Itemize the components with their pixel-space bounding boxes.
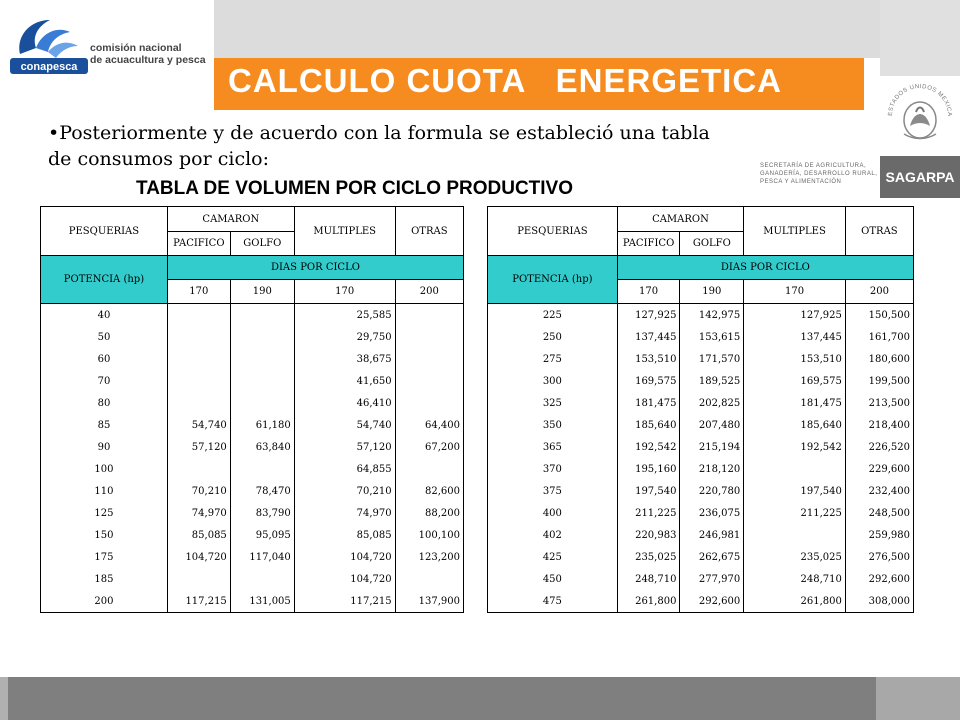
potencia-cell: 70 xyxy=(41,370,168,392)
potencia-cell: 200 xyxy=(41,590,168,613)
pacifico-cell xyxy=(167,568,230,590)
potencia-cell: 475 xyxy=(488,590,618,613)
golfo-cell: 277,970 xyxy=(680,568,744,590)
table-row xyxy=(488,546,914,568)
golfo-cell: 189,525 xyxy=(680,370,744,392)
otras-cell xyxy=(395,304,463,327)
multiples-header: MULTIPLES xyxy=(294,207,395,256)
multiples-cell: 29,750 xyxy=(294,326,395,348)
golfo-cell: 61,180 xyxy=(230,414,294,436)
golfo-cell: 153,615 xyxy=(680,326,744,348)
pesquerias-header: PESQUERIAS xyxy=(41,207,168,256)
potencia-cell: 80 xyxy=(41,392,168,414)
otras-cell xyxy=(395,458,463,480)
potencia-cell: 40 xyxy=(41,304,168,327)
table-row xyxy=(488,480,914,502)
table-row xyxy=(41,436,464,458)
otras-cell: 213,500 xyxy=(845,392,913,414)
otras-cell: 248,500 xyxy=(845,502,913,524)
potencia-cell: 150 xyxy=(41,524,168,546)
otras-header: OTRAS xyxy=(395,207,463,256)
header-corner-band xyxy=(880,0,960,76)
potencia-cell: 90 xyxy=(41,436,168,458)
page-title: CALCULO CUOTA ENERGETICA xyxy=(228,62,782,99)
multiples-cell: 70,210 xyxy=(294,480,395,502)
golfo-cell: 202,825 xyxy=(680,392,744,414)
golfo-cell xyxy=(230,326,294,348)
otras-cell xyxy=(395,370,463,392)
potencia-cell: 50 xyxy=(41,326,168,348)
pacifico-cell: 127,925 xyxy=(617,304,680,327)
golfo-cell xyxy=(230,304,294,327)
dias-otras: 200 xyxy=(845,280,913,304)
seal-text: ESTADOS UNIDOS MEXICA xyxy=(887,83,953,117)
golfo-cell: 262,675 xyxy=(680,546,744,568)
multiples-cell: 117,215 xyxy=(294,590,395,613)
pacifico-cell xyxy=(167,392,230,414)
dias-multiples: 170 xyxy=(294,280,395,304)
golfo-cell: 171,570 xyxy=(680,348,744,370)
potencia-cell: 400 xyxy=(488,502,618,524)
table-row xyxy=(41,480,464,502)
pacifico-cell: 197,540 xyxy=(617,480,680,502)
otras-cell: 259,980 xyxy=(845,524,913,546)
potencia-cell: 175 xyxy=(41,546,168,568)
pacifico-cell xyxy=(167,370,230,392)
dias-multiples: 170 xyxy=(744,280,846,304)
pacifico-cell: 195,160 xyxy=(617,458,680,480)
multiples-cell: 192,542 xyxy=(744,436,846,458)
pacifico-cell: 248,710 xyxy=(617,568,680,590)
golfo-cell: 292,600 xyxy=(680,590,744,613)
golfo-header: GOLFO xyxy=(680,232,744,256)
table-title: TABLA DE VOLUMEN POR CICLO PRODUCTIVO xyxy=(136,178,573,199)
potencia-cell: 375 xyxy=(488,480,618,502)
potencia-cell: 275 xyxy=(488,348,618,370)
table-row xyxy=(488,304,914,327)
multiples-cell: 74,970 xyxy=(294,502,395,524)
table-row xyxy=(41,414,464,436)
potencia-cell: 100 xyxy=(41,458,168,480)
potencia-cell: 325 xyxy=(488,392,618,414)
table-row xyxy=(41,326,464,348)
multiples-cell: 54,740 xyxy=(294,414,395,436)
golfo-cell xyxy=(230,458,294,480)
otras-cell: 161,700 xyxy=(845,326,913,348)
footer-right-accent xyxy=(876,677,960,720)
otras-cell: 292,600 xyxy=(845,568,913,590)
dias-otras: 200 xyxy=(395,280,463,304)
potencia-cell: 450 xyxy=(488,568,618,590)
otras-cell xyxy=(395,392,463,414)
pacifico-cell xyxy=(167,304,230,327)
table-row xyxy=(41,392,464,414)
otras-header: OTRAS xyxy=(845,207,913,256)
otras-cell: 276,500 xyxy=(845,546,913,568)
otras-cell: 100,100 xyxy=(395,524,463,546)
table-row xyxy=(41,348,464,370)
bullet-text: •Posteriormente y de acuerdo con la formula se estableció una tabla de consumos por ciclo: xyxy=(48,122,710,170)
otras-cell: 218,400 xyxy=(845,414,913,436)
otras-cell: 88,200 xyxy=(395,502,463,524)
multiples-cell: 57,120 xyxy=(294,436,395,458)
multiples-cell: 169,575 xyxy=(744,370,846,392)
otras-cell: 199,500 xyxy=(845,370,913,392)
pacifico-header: PACIFICO xyxy=(167,232,230,256)
dias-golfo: 190 xyxy=(680,280,744,304)
table-row xyxy=(488,568,914,590)
table-row xyxy=(41,304,464,327)
potencia-header: POTENCIA (hp) xyxy=(488,256,618,304)
conapesca-line1: comisión nacional xyxy=(90,42,182,54)
table-row xyxy=(488,458,914,480)
conapesca-name xyxy=(90,42,206,66)
dias-pacifico: 170 xyxy=(617,280,680,304)
potencia-cell: 85 xyxy=(41,414,168,436)
mexico-seal xyxy=(880,76,960,152)
pacifico-cell: 153,510 xyxy=(617,348,680,370)
table-row xyxy=(488,590,914,613)
golfo-cell: 220,780 xyxy=(680,480,744,502)
multiples-header: MULTIPLES xyxy=(744,207,846,256)
golfo-cell: 236,075 xyxy=(680,502,744,524)
potencia-cell: 110 xyxy=(41,480,168,502)
golfo-cell xyxy=(230,568,294,590)
conapesca-brand: conapesca xyxy=(20,61,78,73)
pacifico-cell xyxy=(167,348,230,370)
golfo-cell xyxy=(230,392,294,414)
potencia-cell: 370 xyxy=(488,458,618,480)
potencia-cell: 365 xyxy=(488,436,618,458)
otras-cell: 82,600 xyxy=(395,480,463,502)
otras-cell: 229,600 xyxy=(845,458,913,480)
pacifico-cell: 192,542 xyxy=(617,436,680,458)
otras-cell: 123,200 xyxy=(395,546,463,568)
pacifico-cell: 104,720 xyxy=(167,546,230,568)
potencia-cell: 185 xyxy=(41,568,168,590)
otras-cell xyxy=(395,348,463,370)
right-table-body xyxy=(488,304,914,613)
multiples-cell: 185,640 xyxy=(744,414,846,436)
multiples-cell: 248,710 xyxy=(744,568,846,590)
pacifico-cell xyxy=(167,326,230,348)
golfo-cell: 215,194 xyxy=(680,436,744,458)
table-row xyxy=(488,524,914,546)
otras-cell: 137,900 xyxy=(395,590,463,613)
golfo-cell: 131,005 xyxy=(230,590,294,613)
table-row xyxy=(488,414,914,436)
multiples-cell: 137,445 xyxy=(744,326,846,348)
multiples-cell: 104,720 xyxy=(294,546,395,568)
multiples-cell: 64,855 xyxy=(294,458,395,480)
otras-cell: 180,600 xyxy=(845,348,913,370)
sagarpa-logo: SAGARPA xyxy=(880,156,960,198)
golfo-cell: 246,981 xyxy=(680,524,744,546)
multiples-cell: 41,650 xyxy=(294,370,395,392)
pacifico-cell xyxy=(167,458,230,480)
otras-cell xyxy=(395,568,463,590)
multiples-cell: 181,475 xyxy=(744,392,846,414)
potencia-cell: 250 xyxy=(488,326,618,348)
potencia-cell: 125 xyxy=(41,502,168,524)
golfo-cell: 95,095 xyxy=(230,524,294,546)
eagle-seal-icon xyxy=(880,76,960,152)
multiples-cell: 38,675 xyxy=(294,348,395,370)
potencia-cell: 225 xyxy=(488,304,618,327)
multiples-cell: 85,085 xyxy=(294,524,395,546)
otras-cell: 64,400 xyxy=(395,414,463,436)
multiples-cell: 46,410 xyxy=(294,392,395,414)
table-row xyxy=(41,458,464,480)
potencia-header: POTENCIA (hp) xyxy=(41,256,168,304)
dias-header: DIAS POR CICLO xyxy=(617,256,913,280)
pacifico-cell: 57,120 xyxy=(167,436,230,458)
table-row xyxy=(488,370,914,392)
pacifico-cell: 54,740 xyxy=(167,414,230,436)
golfo-cell xyxy=(230,370,294,392)
otras-cell: 67,200 xyxy=(395,436,463,458)
golfo-cell: 117,040 xyxy=(230,546,294,568)
otras-cell: 226,520 xyxy=(845,436,913,458)
table-row xyxy=(41,590,464,613)
multiples-cell: 261,800 xyxy=(744,590,846,613)
potencia-cell: 425 xyxy=(488,546,618,568)
potencia-cell: 350 xyxy=(488,414,618,436)
pacifico-cell: 211,225 xyxy=(617,502,680,524)
multiples-cell: 104,720 xyxy=(294,568,395,590)
pacifico-cell: 74,970 xyxy=(167,502,230,524)
dias-pacifico: 170 xyxy=(167,280,230,304)
multiples-cell: 153,510 xyxy=(744,348,846,370)
table-row xyxy=(488,392,914,414)
otras-cell: 232,400 xyxy=(845,480,913,502)
pacifico-cell: 235,025 xyxy=(617,546,680,568)
table-row xyxy=(488,348,914,370)
otras-cell: 150,500 xyxy=(845,304,913,327)
pacifico-cell: 261,800 xyxy=(617,590,680,613)
multiples-cell: 235,025 xyxy=(744,546,846,568)
pacifico-header: PACIFICO xyxy=(617,232,680,256)
header-band xyxy=(214,0,880,58)
golfo-cell: 63,840 xyxy=(230,436,294,458)
pacifico-cell: 70,210 xyxy=(167,480,230,502)
golfo-cell: 142,975 xyxy=(680,304,744,327)
pacifico-cell: 181,475 xyxy=(617,392,680,414)
multiples-cell xyxy=(744,524,846,546)
pacifico-cell: 137,445 xyxy=(617,326,680,348)
multiples-cell: 25,585 xyxy=(294,304,395,327)
conapesca-emblem-icon xyxy=(8,14,90,76)
camaron-header: CAMARON xyxy=(617,207,743,232)
pacifico-cell: 185,640 xyxy=(617,414,680,436)
table-row xyxy=(41,524,464,546)
table-row xyxy=(41,546,464,568)
multiples-cell: 197,540 xyxy=(744,480,846,502)
multiples-cell xyxy=(744,458,846,480)
golfo-cell: 78,470 xyxy=(230,480,294,502)
dias-header: DIAS POR CICLO xyxy=(167,256,463,280)
potencia-cell: 300 xyxy=(488,370,618,392)
multiples-cell: 211,225 xyxy=(744,502,846,524)
camaron-header: CAMARON xyxy=(167,207,294,232)
potencia-cell: 402 xyxy=(488,524,618,546)
dias-golfo: 190 xyxy=(230,280,294,304)
golfo-cell xyxy=(230,348,294,370)
footer-left-accent xyxy=(0,677,8,720)
conapesca-line2: de acuacultura y pesca xyxy=(90,54,206,66)
volume-table-left xyxy=(40,206,464,613)
volume-table-right xyxy=(487,206,914,613)
table-row xyxy=(41,568,464,590)
pacifico-cell: 169,575 xyxy=(617,370,680,392)
table-row xyxy=(41,370,464,392)
golfo-header: GOLFO xyxy=(230,232,294,256)
pacifico-cell: 117,215 xyxy=(167,590,230,613)
footer-bar xyxy=(0,677,960,720)
pacifico-cell: 220,983 xyxy=(617,524,680,546)
potencia-cell: 60 xyxy=(41,348,168,370)
golfo-cell: 218,120 xyxy=(680,458,744,480)
golfo-cell: 83,790 xyxy=(230,502,294,524)
left-table-body xyxy=(41,304,464,613)
pacifico-cell: 85,085 xyxy=(167,524,230,546)
otras-cell xyxy=(395,326,463,348)
table-row xyxy=(488,502,914,524)
golfo-cell: 207,480 xyxy=(680,414,744,436)
table-row xyxy=(488,326,914,348)
pesquerias-header: PESQUERIAS xyxy=(488,207,618,256)
otras-cell: 308,000 xyxy=(845,590,913,613)
secretaria-text: SECRETARÍA DE AGRICULTURA, GANADERÍA, DESARROLLO RURAL, PESCA Y ALIMENTACIÓN xyxy=(760,163,878,185)
table-row xyxy=(41,502,464,524)
table-row xyxy=(488,436,914,458)
multiples-cell: 127,925 xyxy=(744,304,846,327)
